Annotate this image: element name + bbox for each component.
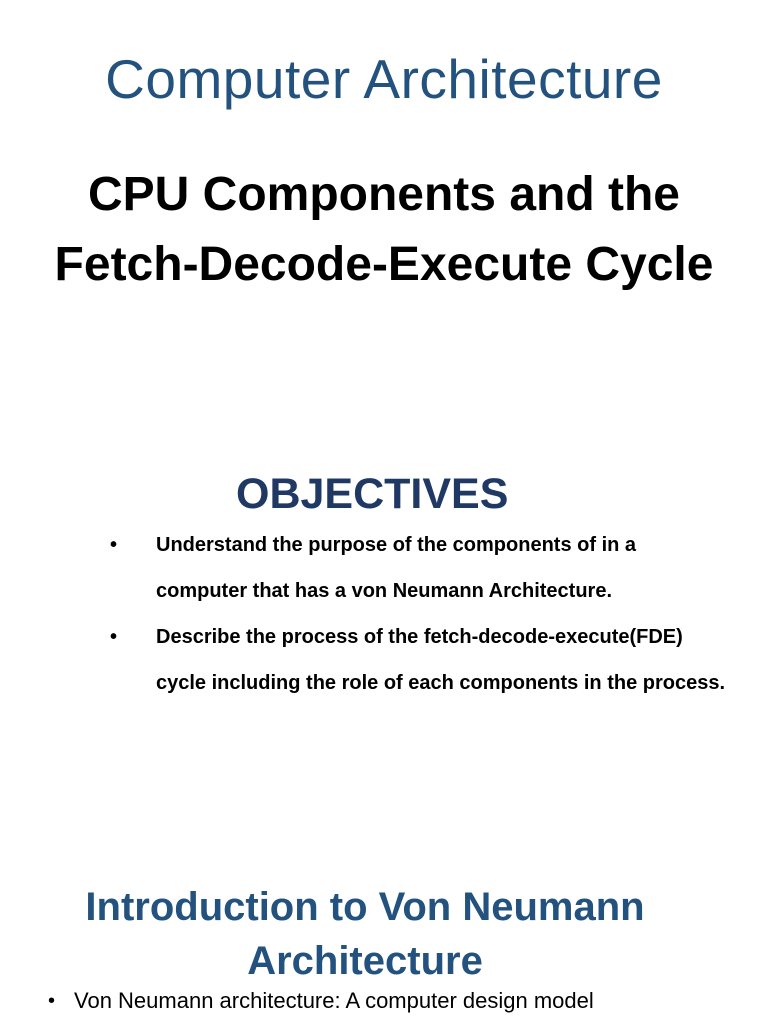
introduction-heading: Introduction to Von Neumann Architecture	[85, 885, 645, 983]
document-subtitle: CPU Components and the Fetch-Decode-Execute Cycle	[54, 168, 714, 291]
objectives-list	[110, 522, 730, 706]
introduction-item	[48, 986, 748, 1016]
bullet-icon: •	[110, 534, 118, 556]
objective-item	[110, 522, 730, 614]
bullet-icon: •	[110, 626, 118, 648]
objective-item	[110, 614, 730, 706]
introduction-list	[48, 986, 748, 1016]
objective-text: Describe the process of the fetch-decode-execute(FDE) cycle including the role of each components in the process.	[156, 626, 726, 694]
introduction-text: Von Neumann architecture: A computer design model	[74, 988, 594, 1013]
bullet-icon: •	[48, 990, 56, 1012]
document-title: Computer Architecture	[105, 48, 663, 110]
objectives-heading: OBJECTIVES	[236, 470, 509, 518]
objective-text: Understand the purpose of the components of in a computer that has a von Neumann Architecture.	[156, 534, 637, 602]
